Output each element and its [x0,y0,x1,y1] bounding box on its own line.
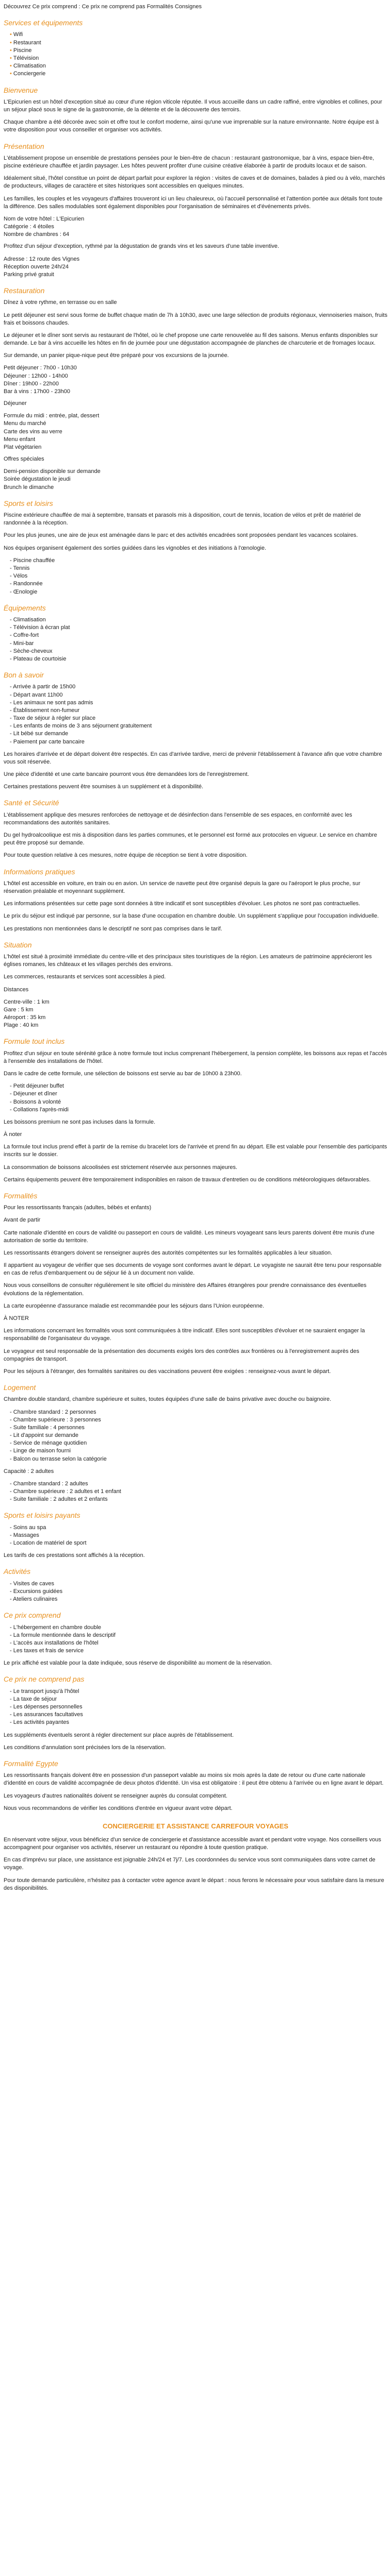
list-item: - Petit déjeuner buffet [10,1082,387,1090]
horaires [4,364,387,396]
formule-heading: Formule tout inclus [4,1037,65,1046]
list-item: - Le transport jusqu'à l'hôtel [10,1688,387,1696]
info-line: Aéroport : 35 km [4,1014,46,1021]
bon-a-savoir-list [4,683,387,745]
offres-label: Offres spéciales [4,456,44,463]
paragraph: Les familles, les couples et les voyageurs d'affaires trouveront ici un lieu chaleureux, où l'accueil personnalisé et l'attention portée aux détails font toute la différence. Des salles modulables sont également disponibles pour l'organisation de séminaires et d'événements privés. [4,195,383,210]
list-item: - Visites de caves [10,1580,387,1588]
paragraph: Profitez d'un séjour d'exception, rythmé par la dégustation de grands vins et les saveurs d'une table inventive. [4,243,279,250]
logement-heading: Logement [4,1383,36,1392]
paragraph: Les horaires d'arrivée et de départ doivent être respectés. En cas d'arrivée tardive, merci de prévenir l'établissement à l'avance afin que votre chambre vous soit réservée. [4,751,382,765]
paragraph: Le déjeuner et le dîner sont servis au restaurant de l'hôtel, où le chef propose une carte renouvelée au fil des saisons. Menus enfants disponibles sur demande. Le bar à vins accueille les hôtes en fin de journée pour une dégustation accompagnée de planches de charcuterie et de fromages locaux. [4,332,378,347]
securite-heading: Santé et Sécurité [4,799,59,807]
list-item: - Linge de maison fourni [10,1447,387,1455]
formalite-egypte-heading: Formalité Egypte [4,1759,58,1768]
list-item: - Collations l'après-midi [10,1106,387,1114]
bon-a-savoir-heading: Bon à savoir [4,671,44,680]
sports-list [4,557,387,596]
paragraph: Le petit déjeuner est servi sous forme de buffet chaque matin de 7h à 10h30, avec une large sélection de produits régionaux, viennoiseries maison, fruits frais et boissons chaudes. [4,312,387,326]
list-item: • Télévision [10,55,387,62]
paragraph: Les voyageurs d'autres nationalités doivent se renseigner auprès du consulat compétent. [4,1792,227,1799]
info-line: Petit déjeuner : 7h00 - 10h30 [4,365,77,371]
list-item: - Lit d'appoint sur demande [10,1432,387,1439]
list-item: - Piscine chauffée [10,557,387,565]
info-line: Catégorie : 4 étoiles [4,224,54,230]
list-item: • Piscine [10,47,387,55]
paragraph: Les ressortissants français doivent être en possession d'un passeport valable au moins six mois après la date de retour ou d'une carte nationale d'identité en cours de validité accompagnée de deux photos d'identité. Un visa est obligatoire : il peut être obtenu à l'arrivée ou en ligne avant le départ. [4,1772,384,1787]
list-item: - Plateau de courtoisie [10,655,387,663]
activites-heading: Activités [4,1567,31,1576]
loisirs-list [4,1524,387,1548]
list-item: - Paiement par carte bancaire [10,738,387,746]
info-line: Menu enfant [4,436,36,443]
list-item: - La taxe de séjour [10,1696,387,1703]
paragraph: Certaines prestations peuvent être soumises à un supplément et à disponibilité. [4,784,204,790]
paragraph: Les conditions d'annulation sont précisées lors de la réservation. [4,1744,166,1751]
info-line: Plat végétarien [4,444,42,450]
info-line: Centre-ville : 1 km [4,998,50,1005]
paragraph: La formule tout inclus prend effet à partir de la remise du bracelet lors de l'arrivée et prend fin au départ. Elle est valable pour l'ensemble des participants inscrits sur le dossier. [4,1144,387,1158]
logement-list [4,1409,387,1463]
paragraph: Piscine extérieure chauffée de mai à septembre, transats et parasols mis à disposition, court de tennis, location de vélos et prêt de matériel de randonnée à la réception. [4,512,361,527]
paragraph: Sur demande, un panier pique-nique peut être préparé pour vos excursions de la journée. [4,352,229,359]
list-item: - Balcon ou terrasse selon la catégorie [10,1455,387,1463]
paragraph: Les suppléments éventuels seront à régler directement sur place auprès de l'établissement. [4,1732,234,1738]
list-item: - Massages [10,1532,387,1539]
list-item: - Randonnée [10,580,387,588]
list-item: - Suite familiale : 2 adultes et 2 enfants [10,1496,387,1503]
list-item: - Télévision à écran plat [10,624,387,632]
list-item: - Location de matériel de sport [10,1539,387,1547]
a-noter-label: À noter [4,1131,22,1138]
info-line: Réception ouverte 24h/24 [4,263,69,270]
info-line: Gare : 5 km [4,1006,34,1013]
list-item: - Lit bébé sur demande [10,730,387,738]
infos-heading: Informations pratiques [4,867,75,876]
list-item: - Soins au spa [10,1524,387,1532]
paragraph: Pour toute demande particulière, n'hésitez pas à contacter votre agence avant le départ : nous ferons le nécessaire pour vous satisfaire dans la mesure des disponibilités. [4,1877,384,1891]
list-item: - Climatisation [10,616,387,624]
list-item: - Les dépenses personnelles [10,1703,387,1711]
list-item: - Les assurances facultatives [10,1711,387,1719]
list-item: - La formule mentionnée dans le descriptif [10,1632,387,1639]
list-item: - Déjeuner et dîner [10,1090,387,1098]
capacite-label: Capacité : 2 adultes [4,1468,54,1475]
list-item: - Service de ménage quotidien [10,1439,387,1447]
distances-label: Distances [4,986,29,993]
paragraph: Nous vous recommandons de vérifier les conditions d'entrée en vigueur avant votre départ. [4,1805,233,1811]
ne-comprend-heading: Ce prix ne comprend pas [4,1675,85,1684]
info-line: Plage : 40 km [4,1022,39,1029]
list-item: - Chambre supérieure : 2 adultes et 1 enfant [10,1488,387,1496]
info-line: Brunch le dimanche [4,484,54,490]
paragraph: L'hôtel est accessible en voiture, en train ou en avion. Un service de navette peut être organisé depuis la gare ou l'aéroport le plus proche, sur réservation préalable et moyennant supplément. [4,880,361,895]
list-item: - Excursions guidées [10,1588,387,1596]
hotel-info [4,215,387,239]
paragraph: En réservant votre séjour, vous bénéficiez d'un service de conciergerie et d'assistance accessible avant et pendant votre voyage. Nos conseillers vous accompagnent pour organiser vos activités, réserver un restaurant ou répondre à toute question pratique. [4,1836,381,1851]
paragraph: Pour les plus jeunes, une aire de jeux est aménagée dans le parc et des activités encadrées sont proposées pendant les vacances scolaires. [4,532,358,539]
info-line: Menu du marché [4,420,46,427]
paragraph: L'Epicurien est un hôtel d'exception situé au cœur d'une région viticole réputée. Il vous accueille dans un cadre raffiné, entre vignobles et collines, pour un séjour placé sous le signe de la gastronomie, de la détente et de la découverte des terroirs. [4,98,382,113]
restauration-heading: Restauration [4,286,45,295]
list-item: - L'accès aux installations de l'hôtel [10,1639,387,1647]
info-line: Déjeuner : 12h00 - 14h00 [4,372,68,379]
paragraph: Carte nationale d'identité en cours de validité ou passeport en cours de validité. Les mineurs voyageant sans leurs parents doivent être munis d'une autorisation de sortie du territoire. [4,1229,375,1244]
paragraph: Les informations concernant les formalités vous sont communiquées à titre indicatif. Elles sont susceptibles d'évoluer et ne sauraient engager la responsabilité de l'organisateur du voyage. [4,1328,365,1342]
info-line: Formule du midi : entrée, plat, dessert [4,413,100,419]
services-list [4,31,387,78]
activites-list [4,1580,387,1604]
list-item: - Boissons à volonté [10,1098,387,1106]
list-item: - Ateliers culinaires [10,1596,387,1603]
paragraph: Pour les séjours à l'étranger, des formalités sanitaires ou des vaccinations peuvent être exigées : renseignez-vous avant le départ. [4,1368,331,1375]
info-line: Demi-pension disponible sur demande [4,468,101,475]
list-item: • Climatisation [10,62,387,70]
paragraph: Une pièce d'identité et une carte bancaire pourront vous être demandées lors de l'enregistrement. [4,771,249,778]
paragraph: Les commerces, restaurants et services sont accessibles à pied. [4,974,166,980]
paragraph: La consommation de boissons alcoolisées est strictement réservée aux personnes majeures. [4,1164,238,1171]
paragraph: Les prestations non mentionnées dans le descriptif ne sont pas comprises dans le tarif. [4,925,222,932]
paragraph: Les informations présentées sur cette page sont données à titre indicatif et sont susceptibles d'évoluer. Les photos ne sont pas contractuelles. [4,901,361,907]
conciergerie-heading: CONCIERGERIE ET ASSISTANCE CARREFOUR VOYAGES [103,1822,288,1830]
list-item: - Œnologie [10,588,387,596]
list-item: - Suite familiale : 4 personnes [10,1424,387,1432]
list-item: - L'hébergement en chambre double [10,1624,387,1632]
list-item: - Coffre-fort [10,632,387,639]
paragraph: Le prix du séjour est indiqué par personne, sur la base d'une occupation en chambre double. Un supplément s'applique pour l'occupation individuelle. [4,913,379,920]
offres-list [4,468,387,492]
paragraph: Idéalement situé, l'hôtel constitue un point de départ parfait pour explorer la région : visites de caves et de domaines, balades à pied ou à vélo, marchés de producteurs, villages de caractère et sites historiques sont accessibles en quelques minutes. [4,175,385,190]
paragraph: Chaque chambre a été décorée avec soin et offre tout le confort moderne, ainsi qu'une vue imprenable sur la nature environnante. Notre équipe est à votre disposition pour vous conseiller et organiser vos activités. [4,119,379,133]
comprend-list [4,1624,387,1655]
list-item: - Chambre standard : 2 adultes [10,1480,387,1488]
paragraph: Pour les ressortissants français (adultes, bébés et enfants) [4,1205,152,1211]
list-item: - Les taxes et frais de service [10,1647,387,1655]
loisirs-heading: Sports et loisirs payants [4,1511,80,1520]
dejeuner-list [4,412,387,451]
list-item: - Établissement non-fumeur [10,707,387,715]
capacite-list [4,1480,387,1504]
formule-list [4,1082,387,1114]
formalites-heading: Formalités [4,1191,38,1200]
paragraph: L'établissement applique des mesures renforcées de nettoyage et de désinfection dans l'ensemble de ses espaces, en conformité avec les recommandations des autorités sanitaires. [4,811,352,826]
list-item: - Vélos [10,572,387,580]
paragraph: Du gel hydroalcoolique est mis à disposition dans les parties communes, et le personnel est formé aux protocoles en vigueur. Le service en chambre peut être proposé sur demande. [4,832,377,846]
paragraph: Les tarifs de ces prestations sont affichés à la réception. [4,1552,145,1559]
list-item: - Les enfants de moins de 3 ans séjournent gratuitement [10,722,387,730]
info-line: Parking privé gratuit [4,271,54,278]
presentation-heading: Présentation [4,142,44,150]
paragraph: La carte européenne d'assurance maladie est recommandée pour les séjours dans l'Union européenne. [4,1302,265,1309]
situation-heading: Situation [4,940,32,949]
bienvenue-heading: Bienvenue [4,86,38,94]
dejeuner-label: Déjeuner [4,400,27,407]
paragraph: Avant de partir [4,1217,41,1224]
intro-text: Découvrez Ce prix comprend : Ce prix ne comprend pas Formalités Consignes [4,4,202,10]
list-item: - Les activités payantes [10,1719,387,1726]
info-line: Nombre de chambres : 64 [4,231,70,238]
list-item: - Sèche-cheveux [10,648,387,655]
distances-list [4,998,387,1030]
paragraph: L'hôtel est situé à proximité immédiate du centre-ville et des principaux sites touristiques de la région. Les amateurs de patrimoine apprécieront les églises romanes, les châteaux et les villages perchés des environs. [4,954,372,968]
list-item: - Chambre supérieure : 3 personnes [10,1416,387,1424]
paragraph: Les ressortissants étrangers doivent se renseigner auprès des autorités compétentes sur les formalités applicables à leur situation. [4,1249,333,1256]
list-item: - Tennis [10,565,387,572]
info-line: Dîner : 19h00 - 22h00 [4,380,59,387]
notice-label: À NOTER [4,1315,29,1321]
paragraph: Nous vous conseillons de consulter régulièrement le site officiel du ministère des Affaires étrangères pour prendre connaissance des éventuelles évolutions de la réglementation. [4,1282,367,1297]
hotel-extra [4,256,387,279]
paragraph: En cas d'imprévu sur place, une assistance est joignable 24h/24 et 7j/7. Les coordonnées du service vous sont communiquées dans votre carnet de voyage. [4,1857,376,1871]
services-heading: Services et équipements [4,19,83,27]
paragraph: Nos équipes organisent également des sorties guidées dans les vignobles et des initiations à l'œnologie. [4,545,267,551]
info-line: Nom de votre hôtel : L'Epicurien [4,215,85,222]
info-line: Soirée dégustation le jeudi [4,476,71,483]
paragraph: L'établissement propose un ensemble de prestations pensées pour le bien-être de chacun : restaurant gastronomique, bar à vins, espace bien-être, piscine extérieure chauffée et jardin paysager. Les hôtes peuvent profiter d'une cuisine créative élaborée à partir de produits locaux et de saison. [4,155,374,169]
info-line: Carte des vins au verre [4,428,62,435]
list-item: - Départ avant 11h00 [10,691,387,699]
list-item: • Conciergerie [10,70,387,78]
info-line: Adresse : 12 route des Vignes [4,256,80,262]
paragraph: Dans le cadre de cette formule, une sélection de boissons est servie au bar de 10h00 à 23h00. [4,1071,242,1077]
paragraph: Certains équipements peuvent être temporairement indisponibles en raison de travaux d'entretien ou de conditions météorologiques défavorables. [4,1176,371,1183]
equipements-list [4,616,387,663]
comprend-heading: Ce prix comprend [4,1611,61,1620]
paragraph: Les boissons premium ne sont pas incluses dans la formule. [4,1118,156,1125]
list-item: - Chambre standard : 2 personnes [10,1409,387,1416]
list-item: - Taxe de séjour à régler sur place [10,715,387,722]
list-item: - Les animaux ne sont pas admis [10,699,387,707]
sports-heading: Sports et loisirs [4,499,53,507]
equipements-heading: Équipements [4,603,46,612]
list-item: - Arrivée à partir de 15h00 [10,683,387,691]
ne-comprend-list [4,1688,387,1727]
list-item: - Mini-bar [10,640,387,648]
paragraph: Profitez d'un séjour en toute sérénité grâce à notre formule tout inclus comprenant l'hébergement, la pension complète, les boissons aux repas et l'accès à l'ensemble des installations de l'hôtel. [4,1050,387,1064]
paragraph: Dînez à votre rythme, en terrasse ou en salle [4,299,117,306]
paragraph: Il appartient au voyageur de vérifier que ses documents de voyage sont conformes avant le départ. Le voyagiste ne saurait être tenu pour responsable en cas de refus d'embarquement ou de séjour lié à un document non valide. [4,1262,382,1277]
paragraph: Le prix affiché est valable pour la date indiquée, sous réserve de disponibilité au moment de la réservation. [4,1660,272,1667]
paragraph: Le voyageur est seul responsable de la présentation des documents exigés lors des contrôles aux frontières ou à l'enregistrement auprès des compagnies de transport. [4,1348,360,1362]
paragraph: Pour toute question relative à ces mesures, notre équipe de réception se tient à votre disposition. [4,852,248,859]
info-line: Bar à vins : 17h00 - 23h00 [4,388,71,395]
list-item: • Wifi [10,31,387,39]
paragraph: Chambre double standard, chambre supérieure et suites, toutes équipées d'une salle de bains privative avec douche ou baignoire. [4,1396,332,1403]
list-item: • Restaurant [10,39,387,47]
